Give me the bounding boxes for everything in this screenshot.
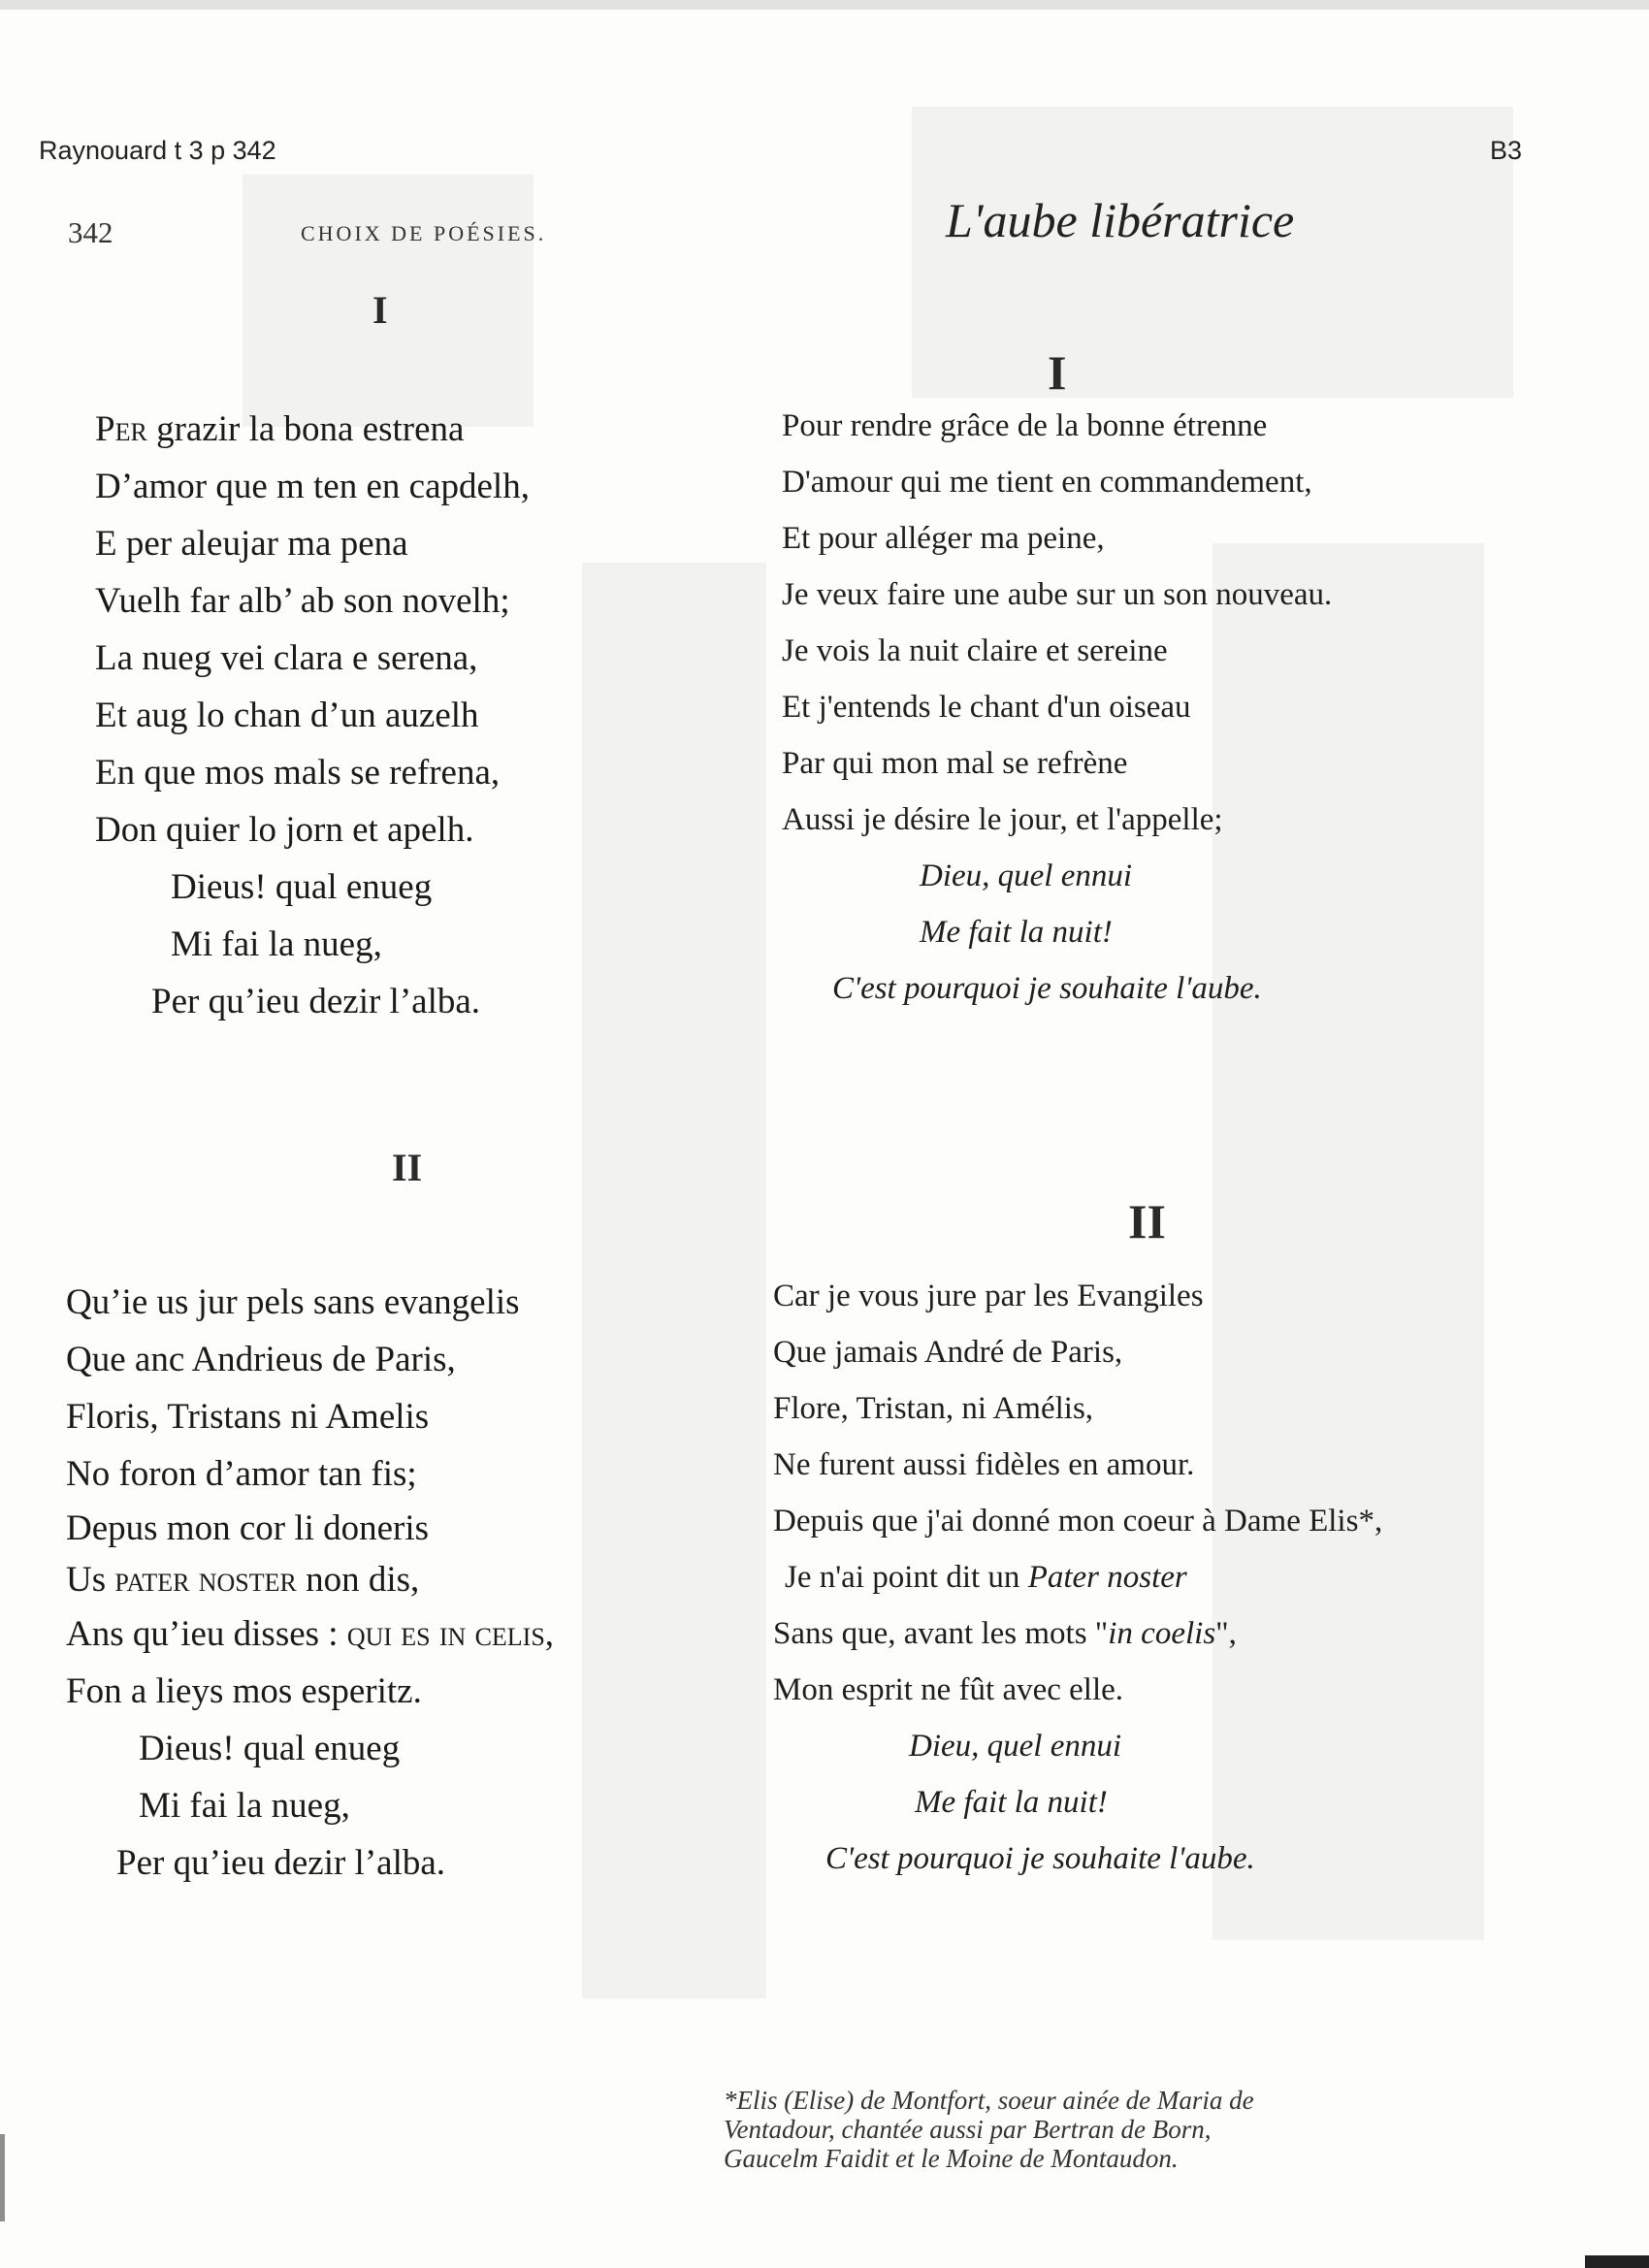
verse-line: Et pour alléger ma peine, — [782, 521, 1105, 556]
verse-line: Par qui mon mal se refrène — [782, 746, 1128, 781]
refrain-line: Me fait la nuit! — [920, 915, 1113, 950]
verse-line: Car je vous jure par les Evangiles — [773, 1279, 1204, 1313]
verse-line: Que anc Andrieus de Paris, — [66, 1340, 456, 1379]
verse-line: Flore, Tristan, ni Amélis, — [773, 1391, 1094, 1426]
verse-line: Je veux faire une aube sur un son nouveau. — [782, 577, 1333, 612]
stanza-1-numeral-occitan: I — [372, 288, 388, 332]
verse-line: Fon a lieys mos esperitz. — [66, 1671, 422, 1711]
archive-reference: Raynouard t 3 p 342 — [39, 136, 276, 165]
verse-text: non dis, — [296, 1560, 420, 1600]
verse-text: Us — [66, 1560, 115, 1600]
refrain-line: C'est pourquoi je souhaite l'aube. — [832, 971, 1262, 1006]
running-head: CHOIX DE POÉSIES. — [301, 221, 547, 245]
refrain-line: Dieus! qual enueg — [139, 1729, 401, 1768]
verse-line: Mon esprit ne fût avec elle. — [773, 1672, 1124, 1707]
scan-top-edge — [0, 0, 1649, 10]
verse-line: Vuelh far alb’ ab son novelh; — [95, 581, 510, 621]
verse-line: En que mos mals se refrena, — [95, 753, 501, 793]
latin-small-caps: qui es in celis — [346, 1614, 545, 1654]
verse-line: Je vois la nuit claire et sereine — [782, 633, 1168, 668]
verse-line: D’amor que m ten en capdelh, — [95, 467, 530, 506]
verse-line — [66, 1605, 554, 1663]
refrain-line: Me fait la nuit! — [915, 1785, 1108, 1820]
refrain-line: Dieu, quel ennui — [920, 859, 1133, 893]
verse-line: Depuis que j'ai donné mon coeur à Dame Elis*, — [773, 1504, 1383, 1539]
stanza-2-french — [773, 1268, 1382, 1887]
verse-line: Qu’ie us jur pels sans evangelis — [66, 1282, 520, 1322]
verse-line: Don quier lo jorn et apelh. — [95, 810, 474, 850]
scan-corner-mark — [1585, 2255, 1649, 2268]
latin-italic: Pater noster — [1027, 1560, 1187, 1595]
stanza-1-occitan — [95, 401, 530, 1030]
stanza-2-numeral-french: II — [1128, 1194, 1166, 1248]
bleed-through-left-column — [582, 563, 766, 1998]
refrain-line: Mi fai la nueg, — [171, 924, 382, 964]
verse-line: E per aleujar ma pena — [95, 524, 408, 564]
refrain-line: Per qu’ieu dezir l’alba. — [116, 1843, 446, 1883]
refrain-line: C'est pourquoi je souhaite l'aube. — [825, 1841, 1255, 1876]
refrain-line: Per qu’ieu dezir l’alba. — [151, 982, 481, 1021]
verse-text: grazir la bona estrena — [146, 409, 465, 449]
translation-title: L'aube libératrice — [946, 193, 1295, 247]
verse-line: Ne furent aussi fidèles en amour. — [773, 1447, 1195, 1482]
verse-line: D'amour qui me tient en commandement, — [782, 465, 1312, 500]
scan-edge-speck — [0, 2134, 5, 2221]
stanza-1-numeral-french: I — [1048, 345, 1067, 400]
verse-text: Ans qu’ieu disses : — [66, 1614, 347, 1654]
refrain-line: Dieu, quel ennui — [909, 1729, 1122, 1764]
verse-line — [66, 1554, 554, 1605]
verse-line: Et aug lo chan d’un auzelh — [95, 696, 479, 735]
verse-line: Floris, Tristans ni Amelis — [66, 1397, 430, 1437]
verse-line: Aussi je désire le jour, et l'appelle; — [782, 802, 1223, 837]
verse-text: , — [544, 1614, 555, 1654]
verse-line — [95, 401, 530, 458]
verse-line: Depus mon cor li doneris — [66, 1508, 430, 1548]
latin-small-caps: pater noster — [114, 1560, 297, 1600]
footnote-line: *Elis (Elise) de Montfort, soeur ainée de Maria de — [724, 2086, 1254, 2115]
document-code: B3 — [1490, 136, 1523, 165]
stanza-1-french — [782, 398, 1332, 1017]
footnote-line: Gaucelm Faidit et le Moine de Montaudon. — [724, 2144, 1179, 2173]
verse-line: Que jamais André de Paris, — [773, 1335, 1123, 1370]
verse-line: Pour rendre grâce de la bonne étrenne — [782, 408, 1268, 443]
page-number: 342 — [68, 215, 113, 249]
stanza-2-numeral-occitan: II — [392, 1146, 423, 1189]
lead-small-caps: Per — [95, 409, 147, 449]
bleed-through-right-image — [912, 107, 1513, 398]
verse-text: Je n'ai point dit un — [785, 1560, 1028, 1595]
verse-line — [773, 1605, 1382, 1662]
verse-line: Et j'entends le chant d'un oiseau — [782, 690, 1191, 725]
verse-line: La nueg vei clara e serena, — [95, 638, 478, 678]
bleed-through-left-image — [242, 175, 534, 427]
refrain-line: Mi fai la nueg, — [139, 1786, 350, 1826]
stanza-2-occitan — [66, 1274, 554, 1892]
verse-line: No foron d’amor tan fis; — [66, 1454, 417, 1494]
verse-text: Sans que, avant les mots " — [773, 1616, 1109, 1651]
verse-text: ", — [1215, 1616, 1237, 1651]
verse-line — [773, 1549, 1382, 1605]
latin-italic: in coelis — [1108, 1616, 1216, 1651]
refrain-line: Dieus! qual enueg — [171, 867, 433, 907]
footnote — [724, 2086, 1254, 2173]
footnote-line: Ventadour, chantée aussi par Bertran de Born, — [724, 2115, 1212, 2144]
